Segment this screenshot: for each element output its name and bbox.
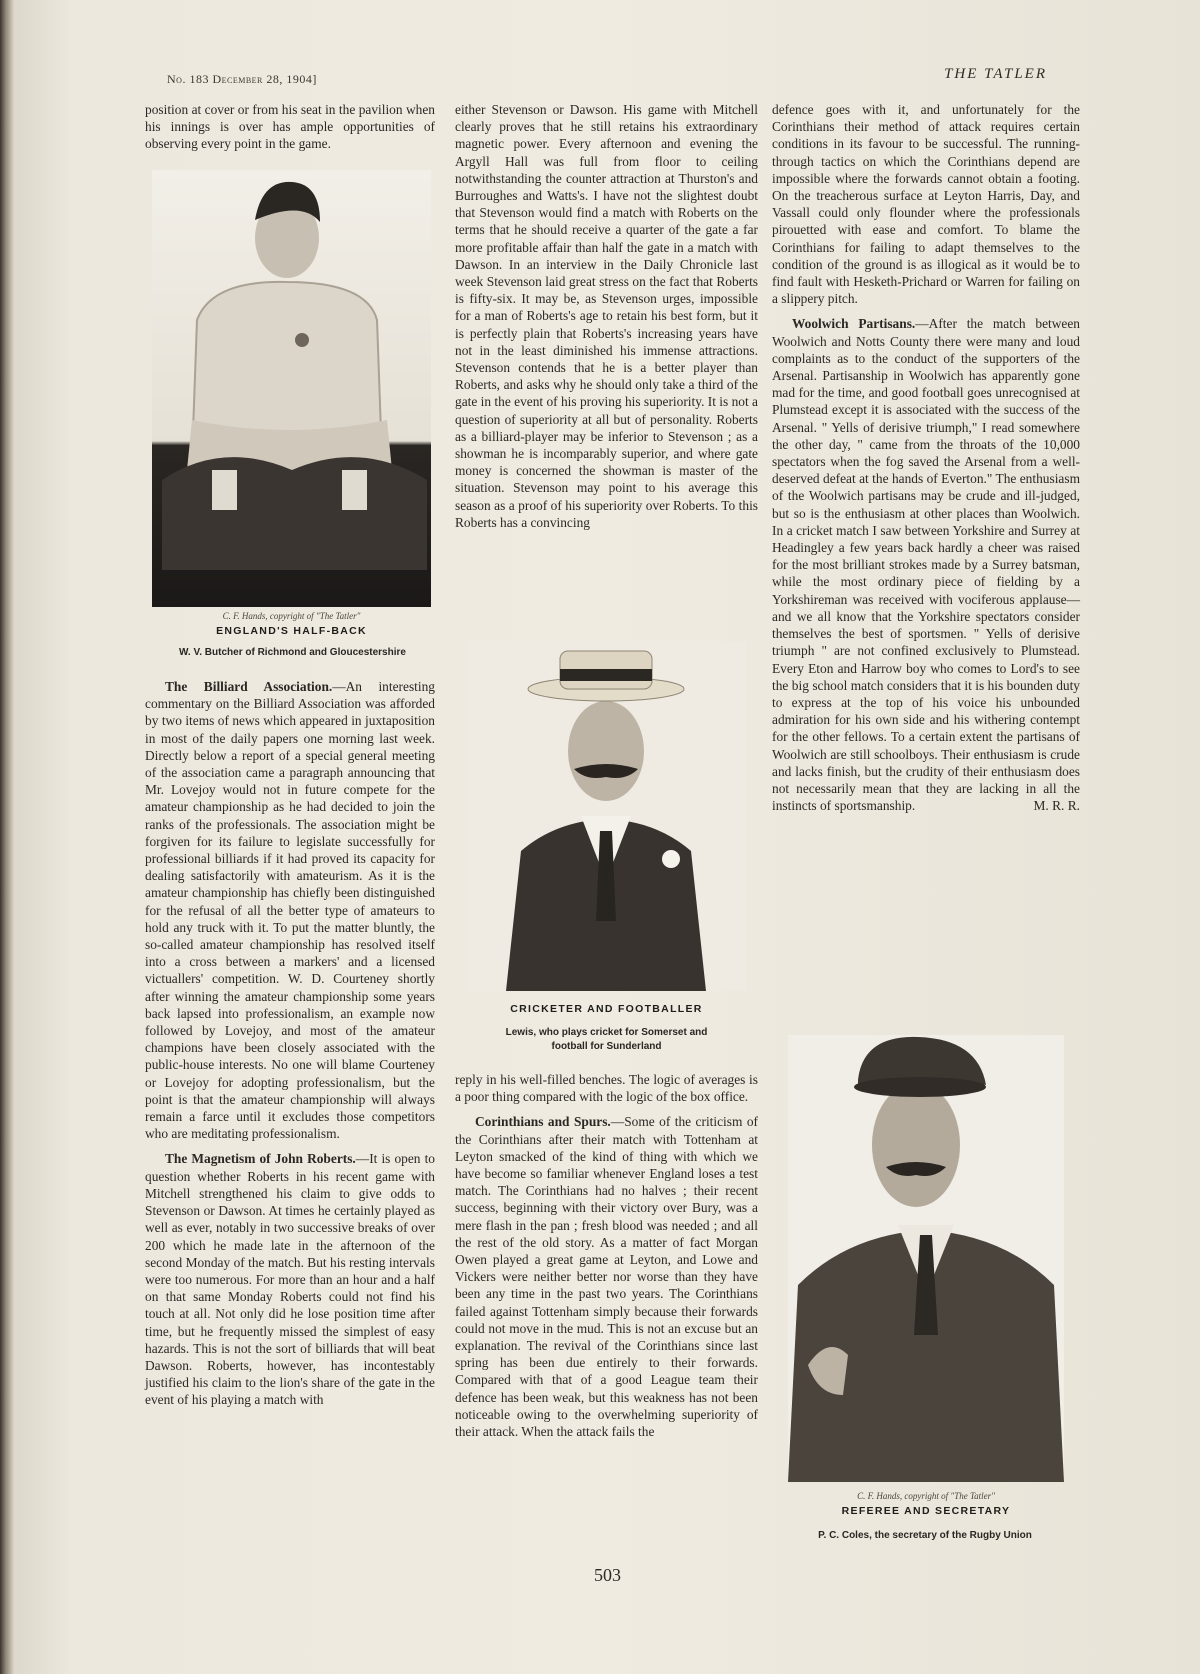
photo2-caption-line2: football for Sunderland <box>551 1041 662 1052</box>
billiard-text: —An interesting commentary on the Billiard Association was afforded by two items of news which appeared in juxtaposition in most of the daily papers one morning last week. Directly below a report of a special general meeting of the association came a paragraph announcing that Mr. Lovejoy would not in future compete for the amateur championship as he had decided to join the ranks of the professionals. The association might be forgiven for its failure to legislate successfully for professional billiards if it had proved its capacity for dealing satisfactorily with amateurism. As it is the amateur championship has chiefly been distinguished for the refusal of all the better type of amateurs to hold any truck with it. To put the matter bluntly, the so-called amateur championship has resolved itself into a cross between a markers' and a licensed victuallers' competition. W. D. Courteney shortly after winning the amateur championship some years back lapsed into professionalism, an example now followed by Lovejoy, and most of the amateur champions have been closely associated with the public-house interests. No one will blame Courteney or Lovejoy for adopting professionalism, but the point is that the amateur championship will always remain a farce until it excludes those competitors who are meditating professionalism. <box>145 679 435 1142</box>
photo-lewis <box>466 641 746 991</box>
photo3-credit: C. F. Hands, copyright of "The Tatler" <box>857 1491 995 1501</box>
intro-paragraph: position at cover or from his seat in the pavilion when his innings is over has ample opportunities of observing every point in the game. <box>145 102 435 152</box>
photo2-caption-line1: Lewis, who plays cricket for Somerset and <box>505 1027 708 1038</box>
photo3-caption-title: REFEREE AND SECRETARY <box>841 1505 1011 1517</box>
photo1-credit: C. F. Hands, copyright of "The Tatler" <box>222 611 361 621</box>
corinthians-paragraph <box>455 1113 758 1440</box>
woolwich-text: —After the match between Woolwich and Notts County there were many and loud complaints as to the conduct of the supporters of the Arsenal. Partisanship in Woolwich has apparently gone mad for the time, and good football goes unrecognised at Plumstead except it is associated with the success of the Arsenal. " Yells of derisive triumph," I read somewhere the other day, " came from the throats of the 10,000 spectators when the fog saved the Arsenal from a well-deserved defeat at the hands of Everton." The enthusiasm of the Woolwich partisans may be crude and ill-judged, but so is the enthusiasm at other places than Woolwich. In a cricket match I saw between Yorkshire and Surrey at Headingley a few years back hardly a cheer was raised for the most brilliant strokes made by a Surrey batsman, while the most ordinary piece of fielding by a Yorkshireman was received with vociferous applause—and we all know that the Yorkshire spectators consider themselves the best of sportsmen. " Yells of derisive triumph " are not confined exclusively to Plumstead. Every Eton and Harrow boy who comes to Lord's to see the big school match considers that it is his bounden duty to express at the top of his voice his unbounded admiration for his own side and his withering contempt for the other fellows. To a certain extent the partisans of Woolwich are still schoolboys. Their enthusiasm is crude and lacks finish, but the crudity of their enthusiasm does not necessarily mean that they are lacking in all the instincts of sportsmanship. <box>772 316 1080 814</box>
portrait-man-straw-hat-icon <box>466 641 746 991</box>
billiard-heading: The Billiard Association. <box>165 679 333 694</box>
woolwich-heading: Woolwich Partisans. <box>792 316 916 332</box>
column-2-bottom <box>455 1071 758 1448</box>
magnetism-paragraph <box>145 1150 435 1408</box>
column-3-body <box>772 101 1080 822</box>
photo3-caption-subtitle: P. C. Coles, the secretary of the Rugby Union <box>818 1530 1032 1541</box>
corinthians-heading: Corinthians and Spurs. <box>475 1114 611 1130</box>
photo-coles <box>788 1035 1064 1482</box>
portrait-man-flat-cap-icon <box>788 1035 1064 1482</box>
corinthians-text: —Some of the criticism of the Corinthians after their match with Tottenham at Leyton smacked of the kind of thing with which we have become so familiar whenever England loses a test match. The Corinthians had no halves ; their recent success, beginning with their victory over Bury, was a mere flash in the pan ; fresh blood was needed ; and all the rest of the old story. As a matter of fact Morgan Owen played a great game at Leyton, and Lowe and Vickers were neither better nor worse than they have been any time in the past two years. The Corinthians failed against Tottenham simply because their forwards could not move in the mud. This is not an excuse but an explanation. The revival of the Corinthians since last spring has been due entirely to their forwards. Compared with that of a good League team their defence has been weak, but this weakness has not been noticeable owing to the overwhelming superiority of their attack. When the attack fails the <box>455 1114 758 1440</box>
magnetism-text: —It is open to question whether Roberts in his recent game with Mitchell strengthened his claim to give odds to Stevenson or Dawson. At times he certainly played as well as ever, notably in two successive breaks of over 200 which he made late in the afternoon of the second Monday of the match. But his resting intervals were too numerous. For more than an hour and a half on that same Monday Roberts could not find his touch at all. Not only did he lose position time after time, but he frequently missed the simplest of easy hazards. This is not the sort of billiards that will beat Dawson. Roberts, however, has incontestably justified his claim to the lion's share of the gate in the event of his playing a match with <box>145 1151 435 1408</box>
photo-butcher <box>152 170 431 607</box>
roberts-continued-paragraph: either Stevenson or Dawson. His game with Mitchell clearly proves that he still retains his extraordinary magnetic power. Every afternoon and evening the Argyll Hall was full from floor to ceiling notwithstanding the counter attraction at Thurston's and Burroughes and Watts's. I have not the slightest doubt that Stevenson would find a match with Roberts on the terms that he should receive a quarter of the gate a far more profitable affair than half the gate in a match with Dawson. In an interview in the Daily Chronicle last week Stevenson laid great stress on the fact that Roberts is fifty-six. It may be, as Stevenson urges, impossible for a man of Roberts's age to retain his best form, but it is perfectly plain that Roberts's increasing years have not in the least diminished his immense attractions. Stevenson contends that he is a better player than Roberts, and asks why he should only take a third of the gate in the event of his proving his superiority. It is not a question of superiority at all but of personality. Roberts as a billiard-player may be inferior to Stevenson ; as a showman he is incomparably superior, and where gate money is concerned the showman is master of the situation. Stevenson may point to his average this season as a proof of his superiority over Roberts. To this Roberts has a convincing <box>455 102 758 530</box>
photo2-caption-subtitle <box>455 1026 758 1054</box>
column-1-intro <box>145 101 435 161</box>
photo2-caption-title: CRICKETER AND FOOTBALLER <box>510 1003 703 1015</box>
issue-header: No. 183 December 28, 1904] <box>167 72 317 86</box>
photo1-caption-subtitle: W. V. Butcher of Richmond and Gloucestershire <box>179 647 406 658</box>
column-2-top <box>455 101 758 539</box>
page-edge-shadow <box>0 0 14 1674</box>
box-office-paragraph: reply in his well-filled benches. The logic of averages is a poor thing compared with the logic of the box office. <box>455 1072 758 1105</box>
defence-paragraph: defence goes with it, and unfortunately for the Corinthians their method of attack requires certain conditions in its favour to be successful. The running-through tactics on which the Corinthians depend are impossible where the forwards cannot obtain a footing. On the treacherous surface at Leyton Harris, Day, and Vassall could only flounder where the professionals pirouetted with ease and comfort. To blame the Corinthians for failing to adapt themselves to the condition of the ground is as illogical as it would be to find fault with Hesketh-Prichard or Warren for failing on a slippery pitch. <box>772 102 1080 307</box>
column-1-body <box>145 678 435 1417</box>
author-signature: M. R. R. <box>1033 798 1080 814</box>
woolwich-paragraph <box>772 315 1080 814</box>
page-number: 503 <box>594 1565 621 1585</box>
billiard-paragraph <box>145 678 435 1142</box>
portrait-seated-player-icon <box>152 170 431 607</box>
photo1-caption-title: ENGLAND'S HALF-BACK <box>216 625 367 637</box>
magazine-title: THE TATLER <box>944 66 1047 82</box>
magnetism-heading: The Magnetism of John Roberts. <box>165 1151 356 1167</box>
